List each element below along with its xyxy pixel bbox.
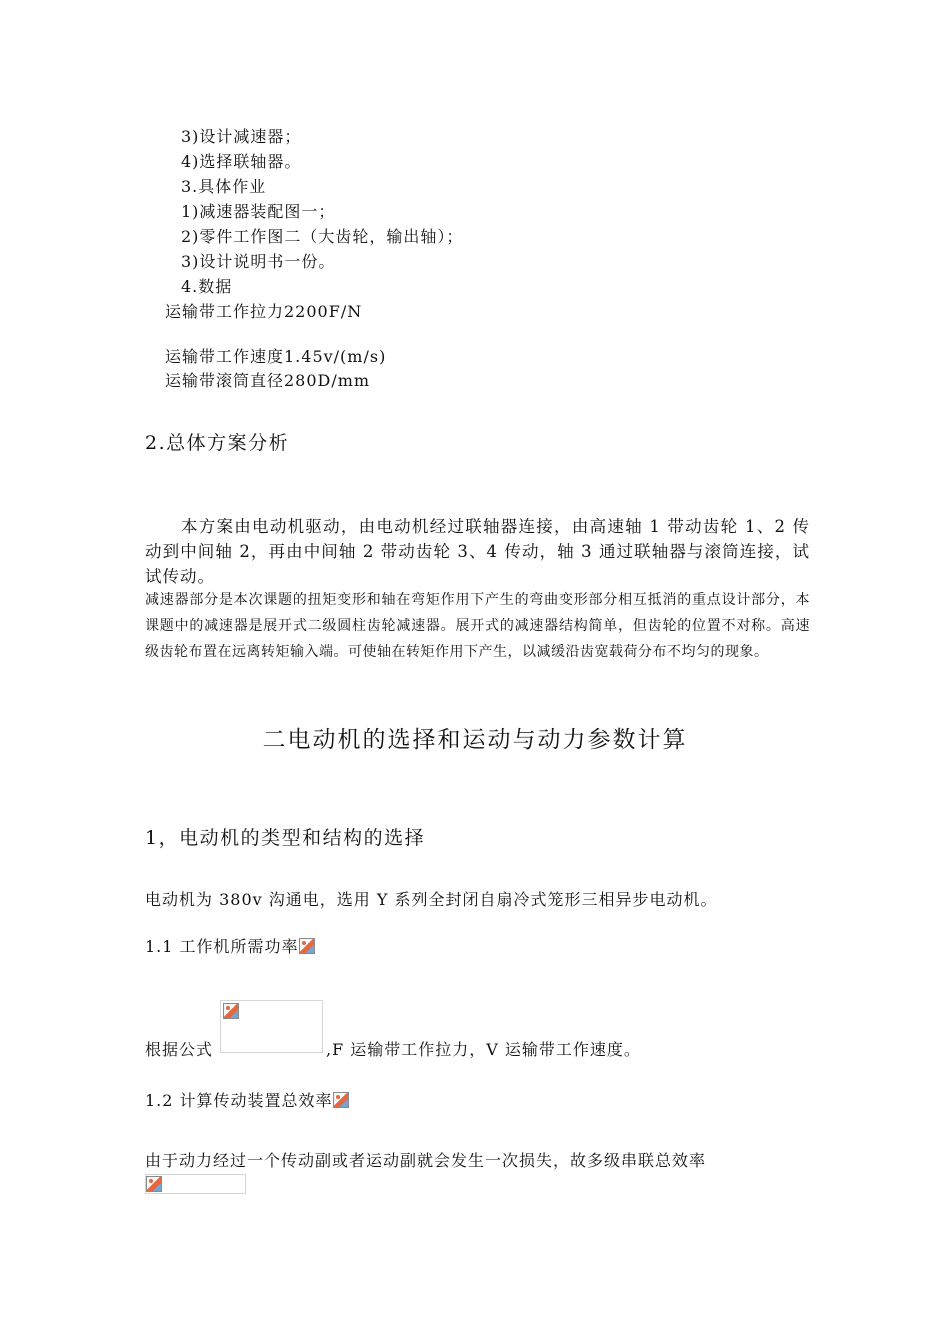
reducer-paragraph: 减速器部分是本次课题的扭矩变形和轴在弯矩作用下产生的弯曲变形部分相互抵消的重点设计部分，本课题中的减速器是展开式二级圆柱齿轮减速器。展开式的减速器结构简单，但齿轮的位置不对称。高速级齿轮布置在远离转矩输入端。可使轴在转矩作用下产生，以减缓沿齿宽载荷分布不均匀的现象。	[145, 592, 810, 660]
task-item: 4)选择联轴器。	[181, 152, 302, 171]
item-1-1-line	[145, 937, 315, 957]
motor-description: 电动机为 380v 沟通电，选用 Y 系列全封闭自扇冷式笼形三相异步电动机。	[145, 890, 718, 909]
task-item: 3)设计说明书一份。	[181, 252, 336, 271]
item-1-1-label: 1.1 工作机所需功率	[145, 937, 299, 956]
formula-suffix: ,F 运输带工作拉力，V 运输带工作速度。	[326, 1040, 641, 1059]
formula-prefix: 根据公式	[145, 1040, 214, 1059]
formula-image-placeholder	[220, 1000, 323, 1053]
subsection-heading: 1，电动机的类型和结构的选择	[145, 827, 426, 849]
broken-image-icon	[146, 1176, 162, 1192]
item-1-2-line	[145, 1091, 349, 1111]
data-item-force: 运输带工作拉力2200F/N	[165, 302, 363, 321]
task-item: 4.数据	[181, 277, 233, 296]
section-heading: 2.总体方案分析	[145, 432, 290, 454]
efficiency-line: 由于动力经过一个传动副或者运动副就会发生一次损失，故多级串联总效率	[145, 1151, 707, 1170]
data-item-diameter: 运输带滚筒直径280D/mm	[165, 371, 371, 390]
scheme-paragraph: 本方案由电动机驱动，由电动机经过联轴器连接，由高速轴 1 带动齿轮 1、2 传动到中间轴 2，再由中间轴 2 带动齿轮 3、4 传动，轴 3 通过联轴器与滚筒连接，试试传动。	[145, 517, 810, 586]
chapter-title: 二电动机的选择和运动与动力参数计算	[262, 727, 688, 753]
task-item: 1)减速器装配图一；	[181, 202, 336, 221]
broken-image-icon	[223, 1003, 239, 1019]
item-1-2-label: 1.2 计算传动装置总效率	[145, 1091, 333, 1110]
task-item: 3.具体作业	[181, 177, 267, 196]
task-item: 3)设计减速器；	[181, 127, 302, 146]
broken-image-icon	[333, 1092, 349, 1108]
data-item-speed: 运输带工作速度1.45v/(m/s)	[165, 347, 387, 366]
broken-image-icon	[299, 938, 315, 954]
efficiency-image-placeholder	[145, 1174, 246, 1194]
task-item: 2)零件工作图二（大齿轮，输出轴）；	[181, 227, 464, 246]
